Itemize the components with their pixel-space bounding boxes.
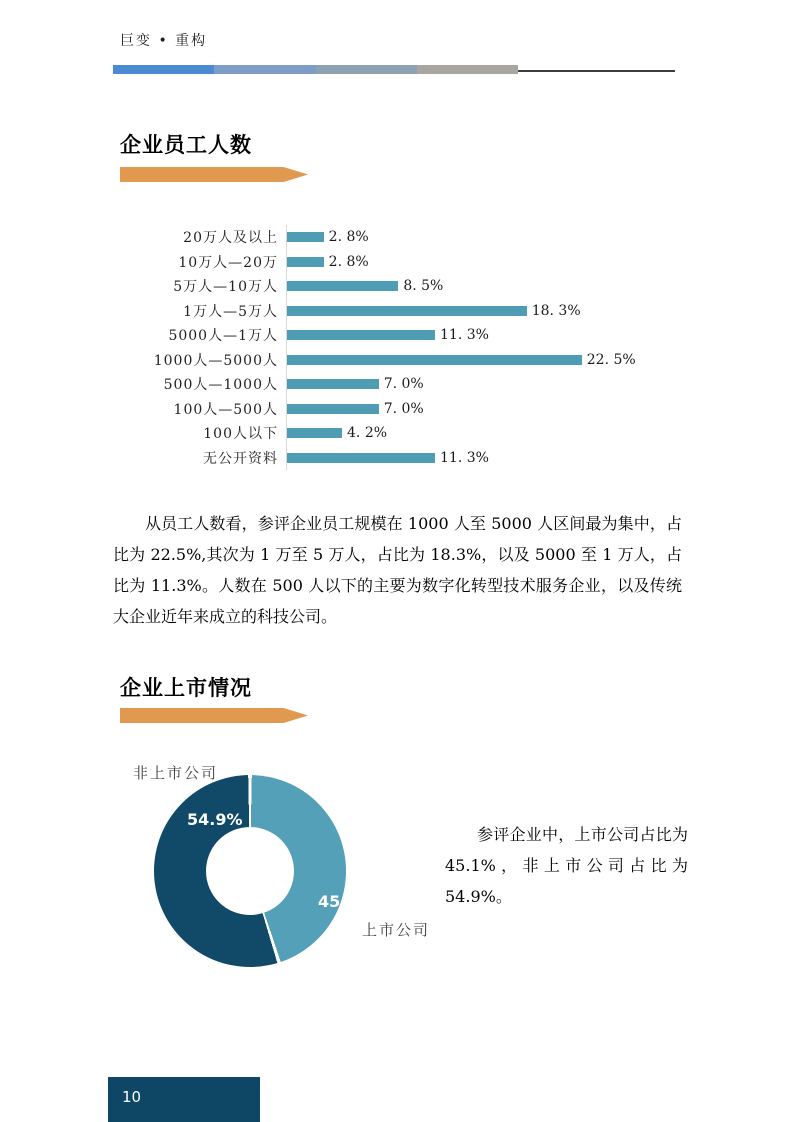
bar-track [286,421,653,446]
bar-value-label: 2. 8% [328,253,369,270]
donut-percent-nonlisted: 54.9% [187,810,243,829]
bar-row [113,323,653,348]
bar-category-label: 1万人—5万人 [183,303,278,320]
bar-row [113,372,653,397]
section-title-listing: 企业上市情况 [120,676,252,700]
bar-value-label: 11. 3% [440,449,489,466]
bar-track [286,372,653,397]
bar-category-label: 20万人及以上 [183,230,278,247]
bar-track [286,225,653,250]
bar-track [286,348,653,373]
bar-track [286,250,653,275]
bar-category-label: 1000人—5000人 [153,352,278,369]
header-rule-line [518,70,675,72]
bar-value-label: 22. 5% [586,351,636,368]
bar [287,379,379,389]
bar-row [113,299,653,324]
section-arrow-icon [120,708,308,723]
bar [287,428,342,438]
header-bar-segment [214,65,315,74]
bar-row [113,397,653,422]
footer-page-box [108,1077,260,1122]
bar-track [286,446,653,471]
listing-paragraph: 参评企业中，上市公司占比为 45.1%，非上市公司占比为 54.9%。 [445,825,688,906]
bar-row [113,446,653,471]
bar-category-label: 无公开资料 [203,450,278,467]
bar [287,232,324,242]
bar-value-label: 7. 0% [383,400,424,417]
bar [287,453,435,463]
section-arrow-icon [120,167,308,182]
bar-value-label: 8. 5% [403,278,444,295]
bar-track [286,397,653,422]
bar [287,306,527,316]
employee-bar-rows [113,225,653,470]
donut-label-listed: 上市公司 [362,921,431,939]
bar-value-label: 2. 8% [328,229,369,246]
bar [287,257,324,267]
employee-bar-chart [113,225,653,470]
bar-category-label: 5万人—10万人 [173,279,278,296]
section-title-employees: 企业员工人数 [120,133,252,157]
bar-row [113,348,653,373]
page-header-title: 巨变 • 重构 [120,33,208,49]
bar-category-label: 100人—500人 [173,401,278,418]
header-decor-bar [113,65,518,74]
bar-track [286,274,653,299]
bar-row [113,274,653,299]
bar-track [286,323,653,348]
bar [287,355,582,365]
bar-track [286,299,653,324]
bar-category-label: 100人以下 [203,426,278,443]
header-bar-segment [316,65,417,74]
bar-row [113,250,653,275]
donut-label-nonlisted: 非上市公司 [133,764,219,782]
bar [287,330,435,340]
header-bar-segment [113,65,214,74]
bar-value-label: 4. 2% [347,425,388,442]
bar-category-label: 5000人—1万人 [168,328,278,345]
donut-hole [206,827,294,915]
header-bar-segment [417,65,518,74]
bar-value-label: 7. 0% [383,376,424,393]
bar-category-label: 500人—1000人 [163,377,278,394]
bar-row [113,421,653,446]
donut-percent-listed: 45.1% [318,892,374,911]
bar-row [113,225,653,250]
bar-category-label: 10万人—20万 [178,254,278,271]
bar [287,404,379,414]
page-number: 10 [122,1088,142,1106]
bar [287,281,398,291]
bar-value-label: 18. 3% [531,302,581,319]
listing-donut-chart [154,775,346,967]
bar-value-label: 11. 3% [440,327,489,344]
employees-paragraph: 从员工人数看，参评企业员工规模在 1000 人至 5000 人区间最为集中，占比为 22.5%,其次为 1 万至 5 万人，占比为 18.3%，以及 5000 至 1 万人，占比为 11.3%。人数在 500 人以下的主要为数字化转型技术服务企业，以及传统大企业近年来成立的科技公司。 [113,514,682,626]
